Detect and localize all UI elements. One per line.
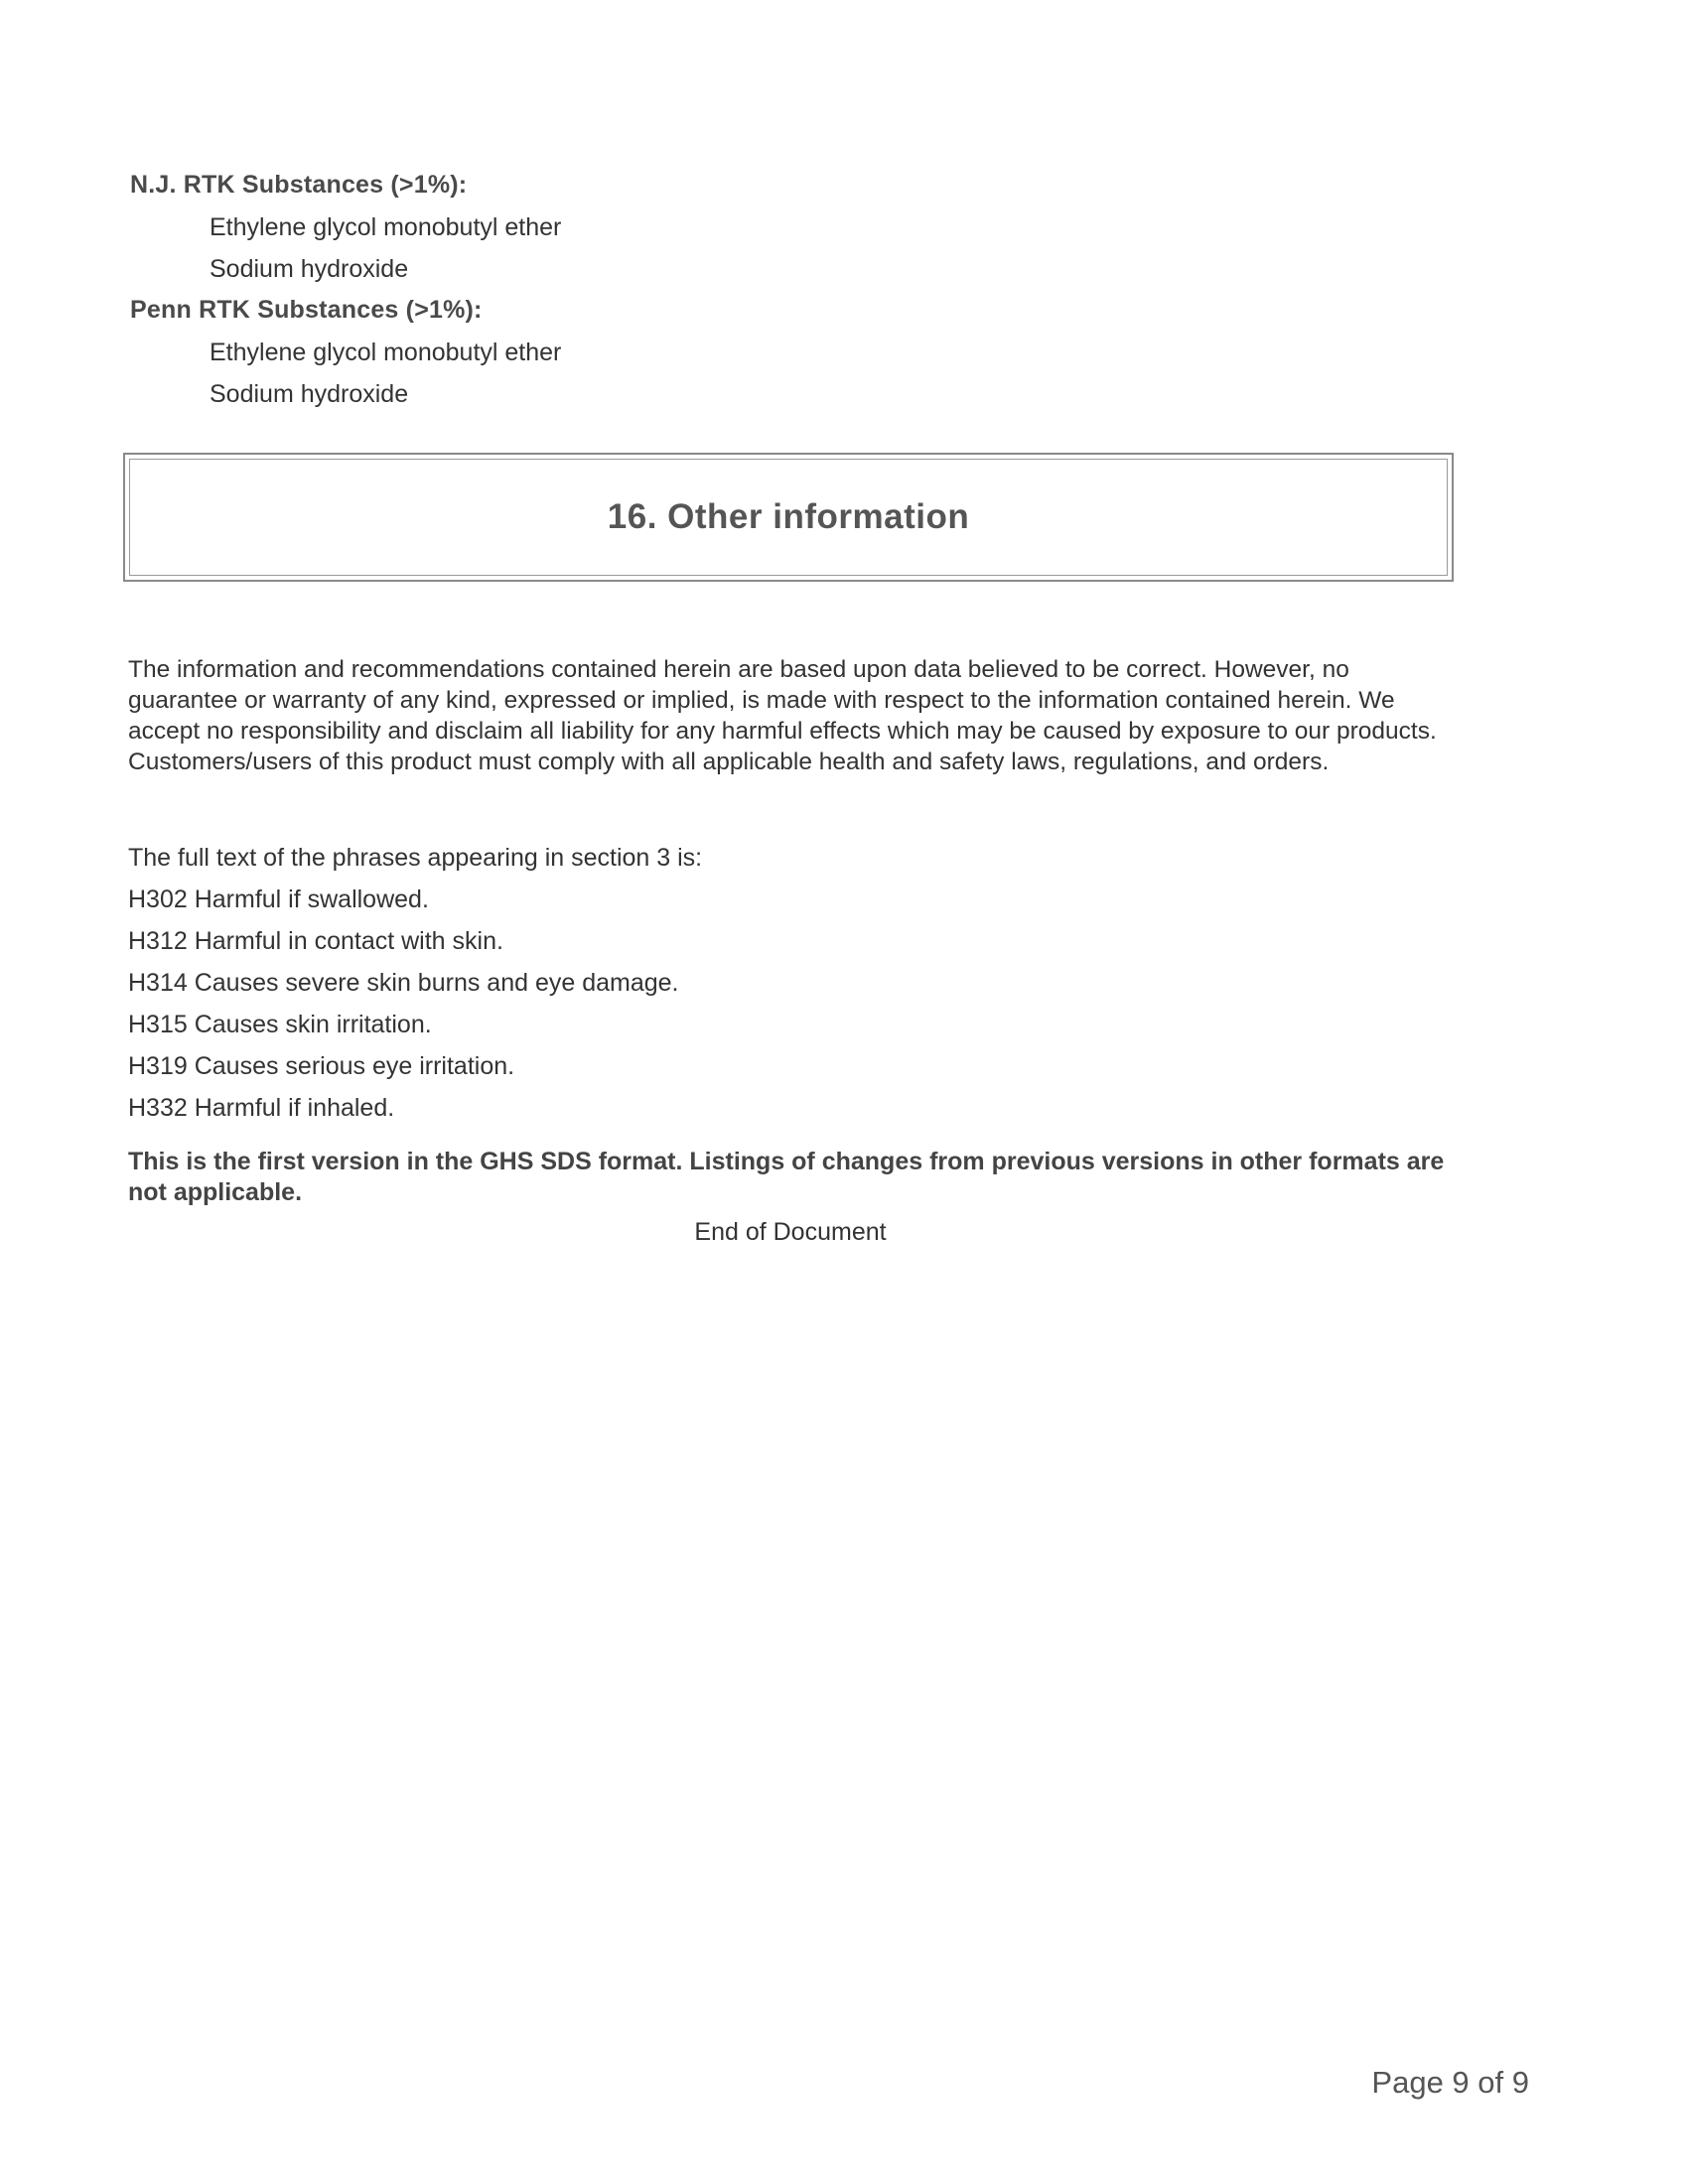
page-number: Page 9 of 9: [1371, 2065, 1529, 2100]
hazard-phrase: H314 Causes severe skin burns and eye damage.: [128, 969, 679, 997]
penn-rtk-label: Penn RTK Substances (>1%):: [130, 296, 483, 324]
penn-rtk-item: Sodium hydroxide: [210, 380, 409, 408]
end-of-document: End of Document: [694, 1218, 887, 1246]
disclaimer-paragraph: The information and recommendations contained herein are based upon data believed to be correct. However, no guarantee or warranty of any kind, expressed or implied, is made with respect to the information contained herein. We accept no responsibility and disclaim all liability for any harmful effects which may be caused by exposure to our products. Customers/users of this product must comply with all applicable health and safety laws, regulations, and orders.: [128, 656, 1437, 775]
nj-rtk-item: Sodium hydroxide: [210, 255, 409, 283]
nj-rtk-item: Ethylene glycol monobutyl ether: [210, 213, 562, 241]
hazard-phrase: H315 Causes skin irritation.: [128, 1011, 432, 1038]
phrases-intro: The full text of the phrases appearing in section 3 is:: [128, 844, 703, 872]
section-header-inner: [129, 459, 1448, 576]
hazard-phrase: H332 Harmful if inhaled.: [128, 1094, 395, 1122]
version-note: This is the first version in the GHS SDS format. Listings of changes from previous versions in other formats are not applicable.: [128, 1148, 1445, 1206]
section-header-box: [123, 453, 1454, 582]
penn-rtk-item: Ethylene glycol monobutyl ether: [210, 339, 562, 366]
nj-rtk-label: N.J. RTK Substances (>1%):: [130, 171, 468, 199]
hazard-phrase: H319 Causes serious eye irritation.: [128, 1052, 515, 1080]
hazard-phrase: H312 Harmful in contact with skin.: [128, 927, 503, 955]
section-title: 16. Other information: [607, 497, 970, 536]
hazard-phrase: H302 Harmful if swallowed.: [128, 886, 429, 913]
